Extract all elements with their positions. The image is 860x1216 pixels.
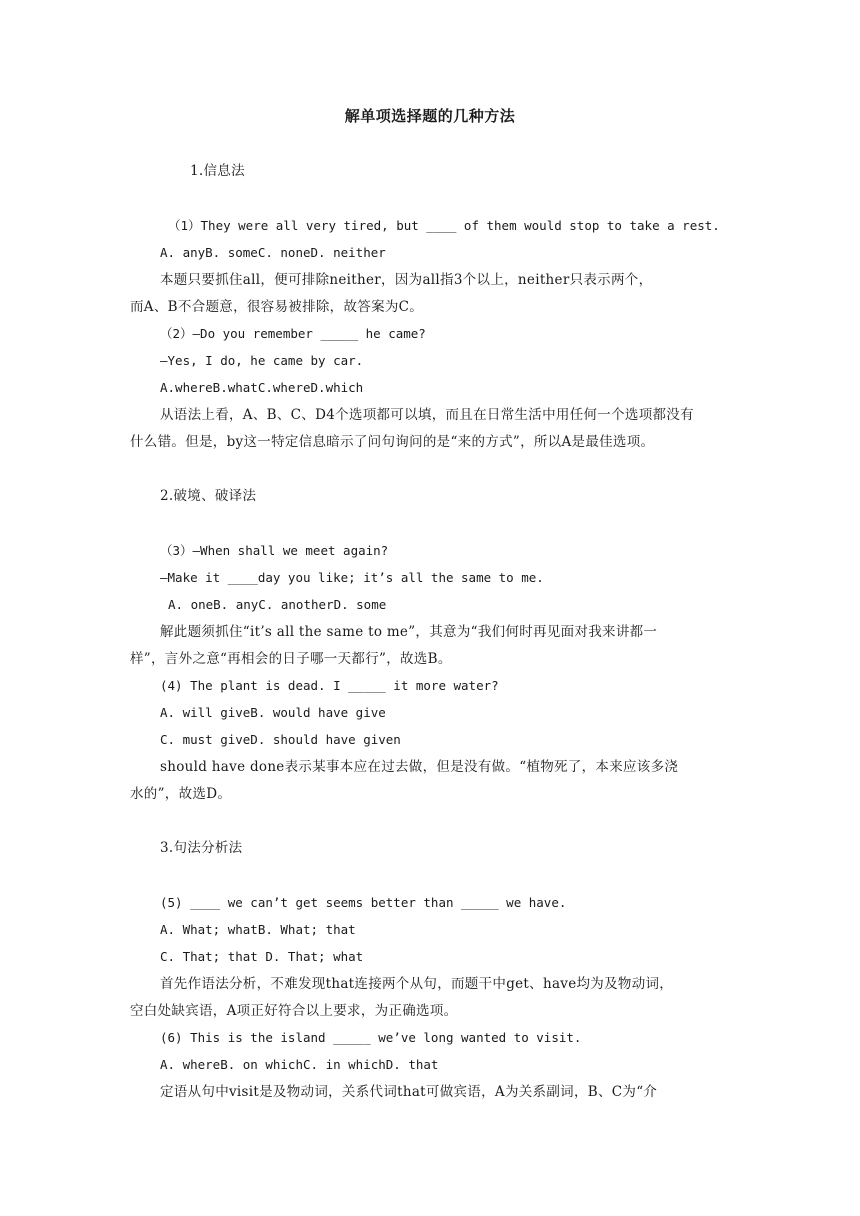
- question-line: （1）They were all very tired, but ____ of them would stop to take a rest.: [168, 218, 720, 233]
- options-line: A. anyB. someC. noneD. neither: [160, 245, 386, 260]
- dialogue-line: —Make it ____day you like; it’s all the same to me.: [160, 570, 544, 585]
- options-line: A. oneB. anyC. anotherD. some: [168, 597, 387, 612]
- section-heading: 3.句法分析法: [160, 840, 243, 856]
- explanation-line: 什么错。但是，by这一特定信息暗示了问句询问的是“来的方式”，所以A是最佳选项。: [130, 434, 655, 450]
- explanation-line: 空白处缺宾语，A项正好符合以上要求，为正确选项。: [130, 1003, 458, 1019]
- explanation-line: 本题只要抓住all，便可排除neither，因为all指3个以上，neither只表示两个，: [160, 272, 653, 288]
- explanation-line: should have done表示某事本应在过去做，但是没有做。“植物死了，本来应该多浇: [160, 759, 679, 775]
- explanation-line: 而A、B不合题意，很容易被排除，故答案为C。: [130, 299, 424, 315]
- options-line: A. What; whatB. What; that: [160, 922, 356, 937]
- document-title: 解单项选择题的几种方法: [344, 107, 516, 125]
- dialogue-line: —Yes, I do, he came by car.: [160, 353, 364, 368]
- explanation-line: 首先作语法分析，不难发现that连接两个从句，而题干中get、have均为及物动词，: [160, 976, 674, 992]
- question-line: (5) ____ we can’t get seems better than _____ we have.: [160, 895, 567, 910]
- options-line: C. That; that D. That; what: [160, 949, 364, 964]
- section-heading: 2.破境、破译法: [160, 488, 257, 504]
- question-line: (6) This is the island _____ we’ve long wanted to visit.: [160, 1030, 582, 1045]
- explanation-line: 从语法上看，A、B、C、D4个选项都可以填，而且在日常生活中用任何一个选项都没有: [160, 407, 694, 423]
- section-heading: 1.信息法: [190, 163, 245, 179]
- explanation-line: 定语从句中visit是及物动词，关系代词that可做宾语，A为关系副词，B、C为“介: [160, 1084, 658, 1100]
- question-line: （3）—When shall we meet again?: [160, 543, 389, 558]
- question-line: （2）—Do you remember _____ he came?: [160, 326, 426, 341]
- options-line: A. whereB. on whichC. in whichD. that: [160, 1057, 439, 1072]
- options-line: C. must giveD. should have given: [160, 732, 401, 747]
- explanation-line: 水的”，故选D。: [130, 786, 232, 802]
- options-line: A. will giveB. would have give: [160, 705, 386, 720]
- question-line: (4) The plant is dead. I _____ it more water?: [160, 678, 499, 693]
- options-line: A.whereB.whatC.whereD.which: [160, 380, 364, 395]
- explanation-line: 样”，言外之意“再相会的日子哪一天都行”，故选B。: [130, 651, 452, 667]
- explanation-line: 解此题须抓住“it’s all the same to me”，其意为“我们何时再见面对我来讲都一: [160, 624, 658, 640]
